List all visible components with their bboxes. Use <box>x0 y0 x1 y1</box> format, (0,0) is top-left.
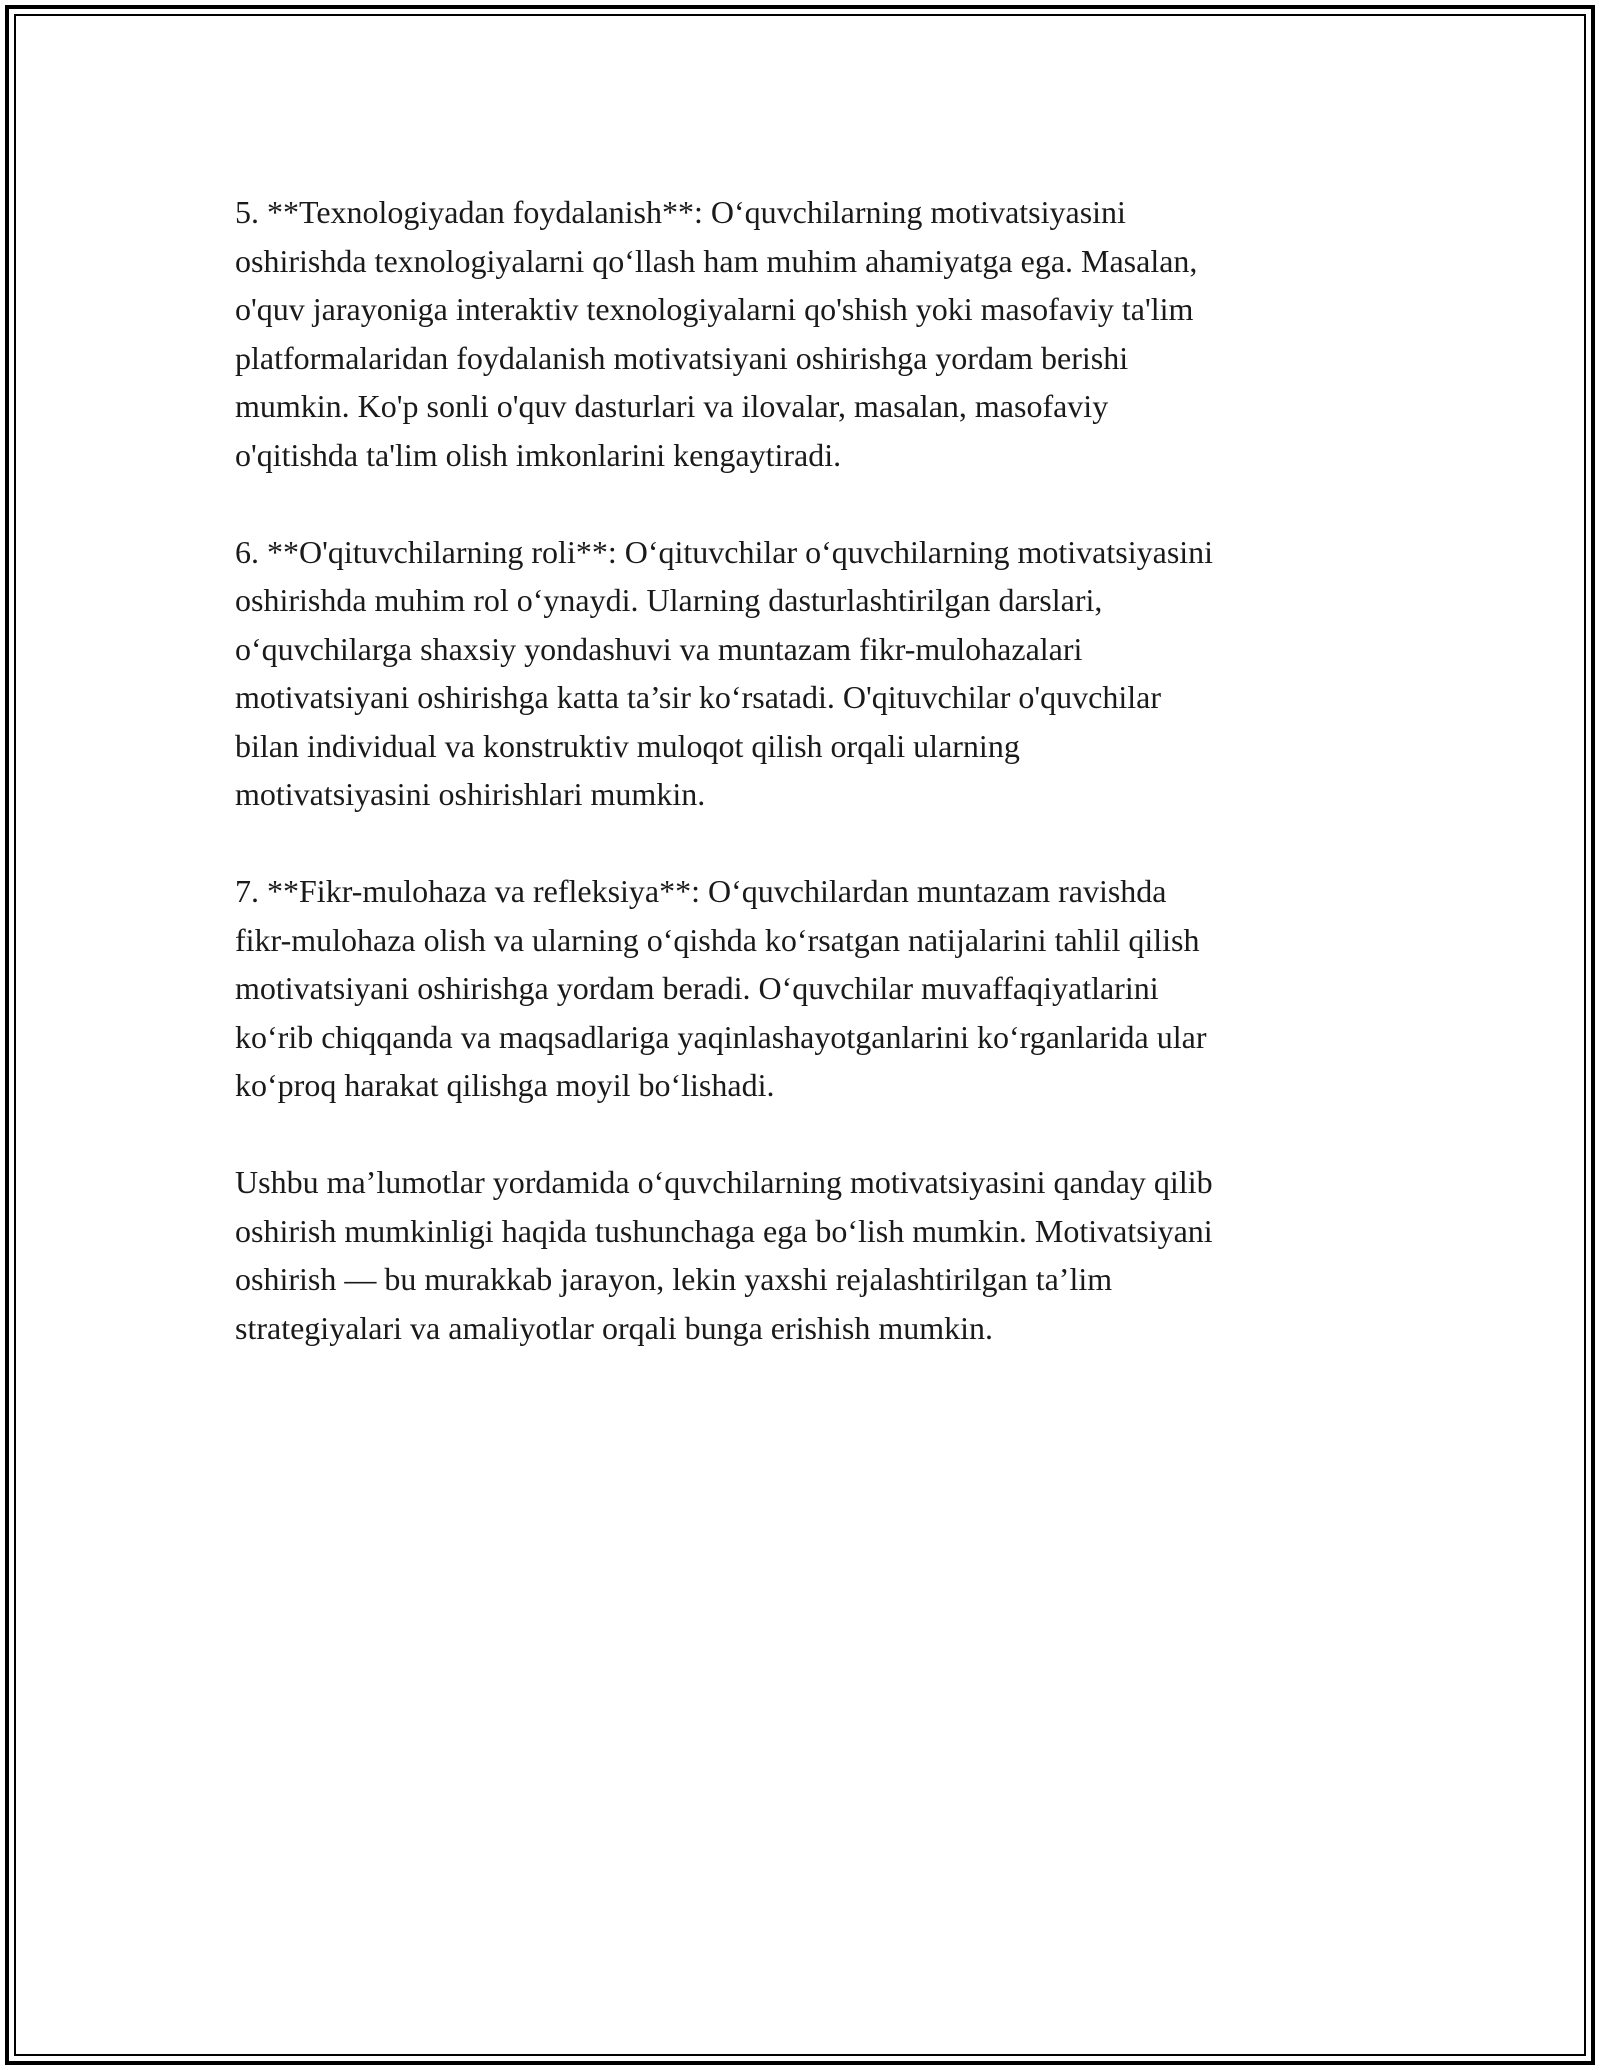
paragraph-feedback-reflection <box>235 867 1385 1110</box>
text-line: o‘quvchilarga shaxsiy yondashuvi va muntazam fikr-mulohazalari <box>235 630 1083 667</box>
text-line: mumkin. Ko'p sonli o'quv dasturlari va ilovalar, masalan, masofaviy <box>235 388 1109 424</box>
text-line: oshirishda muhim rol o‘ynaydi. Ularning dasturlashtirilgan darslari, <box>235 582 1103 618</box>
text-line: motivatsiyani oshirishga yordam beradi. O‘quvchilar muvaffaqiyatlarini <box>235 970 1159 1006</box>
text-line: 5. **Texnologiyadan foydalanish**: O‘quvchilarning motivatsiyasini <box>235 194 1126 230</box>
text-line: o'quv jarayoniga interaktiv texnologiyalarni qo'shish yoki masofaviy ta'lim <box>235 291 1194 327</box>
text-line: ko‘proq harakat qilishga moyil bo‘lishadi. <box>235 1067 775 1103</box>
text-line: fikr-mulohaza olish va ularning o‘qishda ko‘rsatgan natijalarini tahlil qilish <box>235 921 1200 958</box>
text-line: platformalaridan foydalanish motivatsiyani oshirishga yordam berishi <box>235 339 1129 376</box>
paragraph-conclusion <box>235 1158 1385 1352</box>
paragraph-technology <box>235 188 1385 479</box>
text-line: bilan individual va konstruktiv muloqot qilish orqali ularning <box>235 727 1020 764</box>
text-line: strategiyalari va amaliyotlar orqali bunga erishish mumkin. <box>235 1309 994 1346</box>
text-line: oshirish mumkinligi haqida tushunchaga ega bo‘lish mumkin. Motivatsiyani <box>235 1212 1213 1249</box>
paragraph-teachers-role <box>235 528 1385 819</box>
text-line: 7. **Fikr-mulohaza va refleksiya**: O‘quvchilardan muntazam ravishda <box>235 873 1167 909</box>
text-line: o'qitishda ta'lim olish imkonlarini kengaytiradi. <box>235 436 842 473</box>
text-line: motivatsiyasini oshirishlari mumkin. <box>235 776 706 812</box>
text-line: motivatsiyani oshirishga katta ta’sir ko‘rsatadi. O'qituvchilar o'quvchilar <box>235 679 1161 715</box>
text-line: 6. **O'qituvchilarning roli**: O‘qituvchilar o‘quvchilarning motivatsiyasini <box>235 533 1214 570</box>
text-line: Ushbu ma’lumotlar yordamida o‘quvchilarning motivatsiyasini qanday qilib <box>235 1164 1213 1200</box>
document-body <box>235 188 1385 1401</box>
text-line: oshirish — bu murakkab jarayon, lekin yaxshi rejalashtirilgan ta’lim <box>235 1261 1113 1297</box>
text-line: ko‘rib chiqqanda va maqsadlariga yaqinlashayotganlarini ko‘rganlarida ular <box>235 1018 1207 1055</box>
text-line: oshirishda texnologiyalarni qo‘llash ham muhim ahamiyatga ega. Masalan, <box>235 242 1198 279</box>
